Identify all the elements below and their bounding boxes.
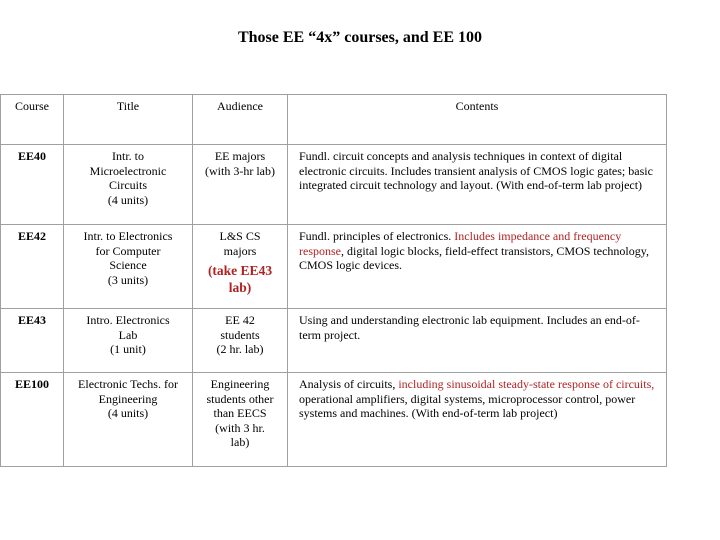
course-audience [193, 373, 288, 467]
course-audience [193, 145, 288, 225]
audience-line: EE majors [214, 149, 266, 163]
audience-line: Engineering [210, 377, 270, 391]
course-title [64, 309, 193, 373]
course-contents [288, 373, 667, 467]
audience-line: lab) [230, 435, 250, 449]
table-row [1, 309, 667, 373]
audience-note: (take EE43 lab) [207, 263, 273, 295]
header-title: Title [64, 95, 193, 145]
audience-line: students [220, 327, 260, 342]
audience-line: than EECS [213, 406, 267, 420]
title-line: Intr. to [112, 149, 144, 163]
course-contents [288, 145, 667, 225]
course-audience [193, 309, 288, 373]
highlighted-text: Includes impedance and frequency response [299, 229, 622, 258]
audience-line: L&S CS [219, 229, 261, 243]
course-code: EE40 [1, 145, 64, 225]
title-line: Circuits [109, 178, 147, 192]
course-code: EE100 [1, 373, 64, 467]
course-code: EE42 [1, 225, 64, 309]
course-title [64, 225, 193, 309]
audience-line: (with 3-hr lab) [205, 163, 275, 178]
title-line: (3 units) [107, 272, 149, 287]
audience-line: (with 3 hr. [215, 420, 265, 435]
contents-text: Analysis of circuits, [299, 377, 399, 391]
header-course: Course [1, 95, 64, 145]
header-audience: Audience [193, 95, 288, 145]
table-row [1, 145, 667, 225]
slide-title: Those EE “4x” courses, and EE 100 [237, 29, 483, 46]
highlighted-text: including sinusoidal steady-state response of circuits, [398, 377, 655, 391]
title-line: Intr. to Electronics [83, 229, 173, 243]
course-title [64, 373, 193, 467]
title-line: (1 unit) [110, 342, 146, 356]
course-title [64, 145, 193, 225]
courses-table [0, 94, 667, 467]
contents-text: Fundl. principles of electronics. [299, 229, 455, 243]
table-row [1, 373, 667, 467]
course-audience [193, 225, 288, 309]
title-line: Engineering [98, 391, 158, 406]
course-contents [288, 309, 667, 373]
contents-text: operational amplifiers, digital systems, microprocessor control, power systems and machines. (With end-of-term lab project) [299, 391, 636, 420]
course-code: EE43 [1, 309, 64, 373]
title-line: Intro. Electronics [86, 313, 170, 327]
audience-line: majors [223, 243, 257, 258]
course-contents [288, 225, 667, 309]
title-line: (4 units) [107, 406, 149, 420]
header-row [1, 95, 667, 145]
title-line: for Computer [95, 243, 161, 258]
contents-text: Using and understanding electronic lab equipment. Includes an end-of-term project. [299, 313, 640, 342]
audience-line: EE 42 [225, 313, 255, 327]
contents-text: , digital logic blocks, field-effect transistors, CMOS technology, CMOS logic devices. [299, 243, 649, 272]
audience-line: (2 hr. lab) [216, 342, 264, 356]
table-row [1, 225, 667, 309]
title-line: Electronic Techs. for [78, 377, 178, 391]
title-line: Lab [118, 327, 138, 342]
title-line: Science [109, 258, 147, 272]
title-line: (4 units) [107, 192, 149, 207]
title-line: Microelectronic [89, 163, 167, 178]
contents-text: Fundl. circuit concepts and analysis techniques in context of digital electronic circuits. Includes transient analysis of CMOS logic gates; basic integrated circuit technology and layout. (With end-of-term lab project) [299, 149, 653, 192]
audience-line: students other [206, 391, 274, 406]
header-contents: Contents [288, 95, 667, 145]
